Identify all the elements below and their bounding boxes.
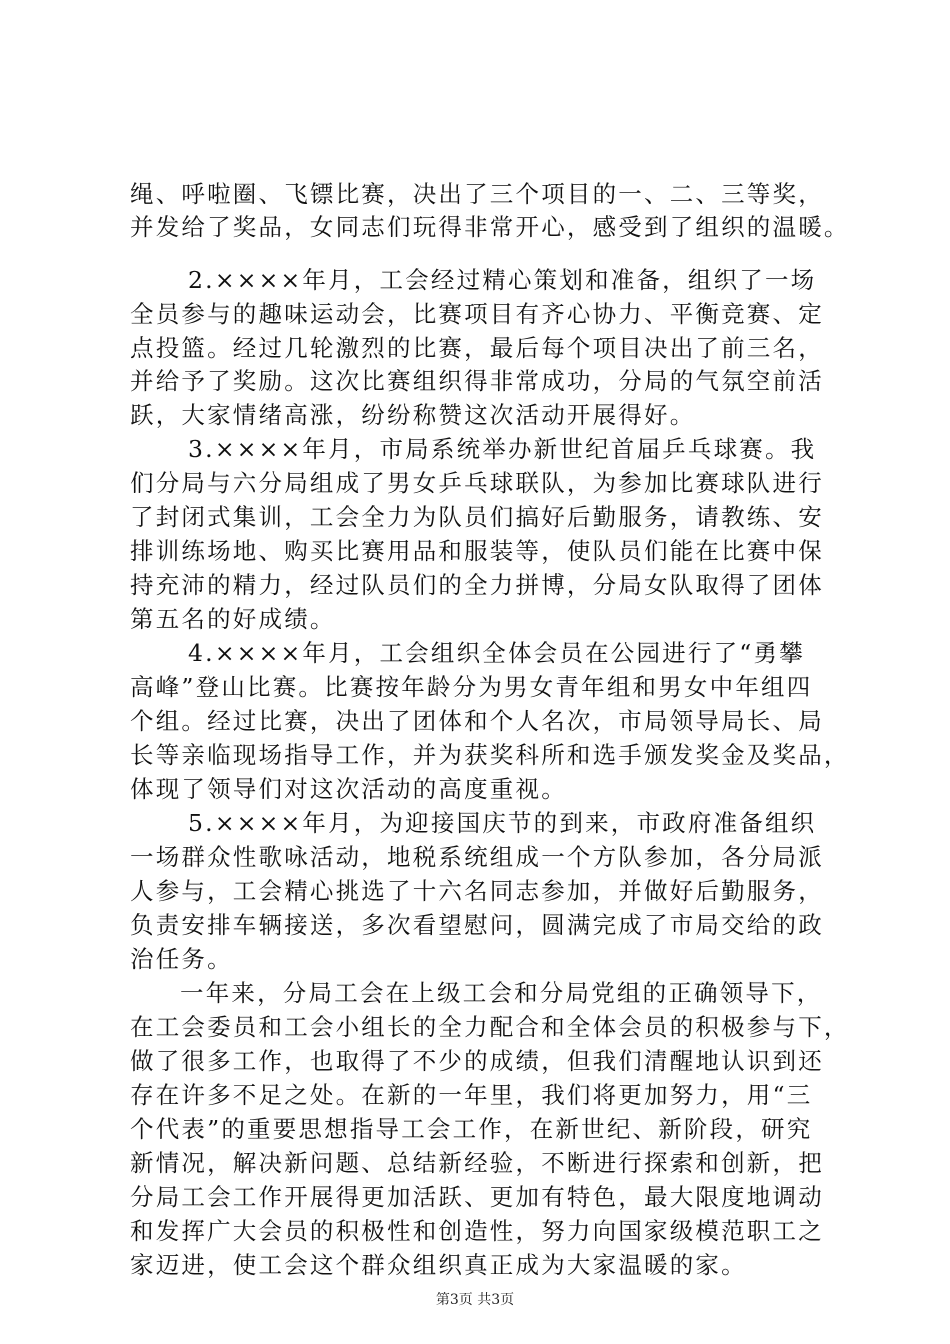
text-line: 高峰”登山比赛。比赛按年龄分为男女青年组和男女中年组四 — [130, 673, 813, 701]
text-line: 体现了领导们对这次活动的高度重视。 — [130, 775, 567, 803]
text-line: 绳、呼啦圈、飞镖比赛，决出了三个项目的一、二、三等奖， — [130, 180, 824, 208]
text-line: 4.××××年月，工会组织全体会员在公园进行了“勇攀 — [188, 639, 805, 667]
text-line: 个代表”的重要思想指导工会工作，在新世纪、新阶段，研究 — [130, 1115, 813, 1143]
text-line: 们分局与六分局组成了男女乒乓球联队，为参加比赛球队进行 — [130, 469, 824, 497]
text-line: 5.××××年月，为迎接国庆节的到来，市政府准备组织 — [188, 809, 817, 837]
text-line: 做了很多工作，也取得了不少的成绩，但我们清醒地认识到还 — [130, 1047, 824, 1075]
text-line: 全员参与的趣味运动会，比赛项目有齐心协力、平衡竞赛、定 — [130, 300, 824, 328]
text-line: 持充沛的精力，经过队员们的全力拼博，分局女队取得了团体 — [130, 571, 824, 599]
text-line: 一年来，分局工会在上级工会和分局党组的正确领导下， — [180, 979, 823, 1007]
text-line: 并给予了奖励。这次比赛组织得非常成功，分局的气氛空前活 — [130, 367, 824, 395]
text-line: 了封闭式集训，工会全力为队员们搞好后勤服务，请教练、安 — [130, 503, 824, 531]
text-line: 3.××××年月，市局系统举办新世纪首届乒乓球赛。我 — [188, 435, 817, 463]
text-line: 点投篮。经过几轮激烈的比赛，最后每个项目决出了前三名， — [130, 334, 824, 362]
text-line: 排训练场地、购买比赛用品和服装等，使队员们能在比赛中保 — [130, 537, 824, 565]
text-line: 并发给了奖品，女同志们玩得非常开心，感受到了组织的温暖。 — [130, 213, 850, 241]
text-line: 长等亲临现场指导工作，并为获奖科所和选手颁发奖金及奖品， — [130, 741, 850, 769]
text-line: 和发挥广大会员的积极性和创造性，努力向国家级模范职工之 — [130, 1217, 824, 1245]
page-number-footer: 第3页 共3页 — [435, 1292, 515, 1308]
text-line: 第五名的好成绩。 — [130, 605, 336, 633]
text-line: 在工会委员和工会小组长的全力配合和全体会员的积极参与下， — [130, 1013, 850, 1041]
text-line: 跃，大家情绪高涨，纷纷称赞这次活动开展得好。 — [130, 401, 696, 429]
text-line: 分局工会工作开展得更加活跃、更加有特色，最大限度地调动 — [130, 1183, 824, 1211]
text-line: 人参与，工会精心挑选了十六名同志参加，并做好后勤服务， — [130, 877, 824, 905]
text-line: 一场群众性歌咏活动，地税系统组成一个方队参加，各分局派 — [130, 843, 824, 871]
text-line: 个组。经过比赛，决出了团体和个人名次，市局领导局长、局 — [130, 707, 824, 735]
text-line: 新情况，解决新问题、总结新经验，不断进行探索和创新，把 — [130, 1149, 824, 1177]
text-line: 家迈进，使工会这个群众组织真正成为大家温暖的家。 — [130, 1251, 747, 1279]
text-line: 治任务。 — [130, 945, 233, 973]
text-line: 2.××××年月，工会经过精心策划和准备，组织了一场 — [188, 266, 817, 294]
text-line: 负责安排车辆接送，多次看望慰问，圆满完成了市局交给的政 — [130, 911, 824, 939]
text-line: 存在许多不足之处。在新的一年里，我们将更加努力，用“三 — [130, 1081, 813, 1109]
